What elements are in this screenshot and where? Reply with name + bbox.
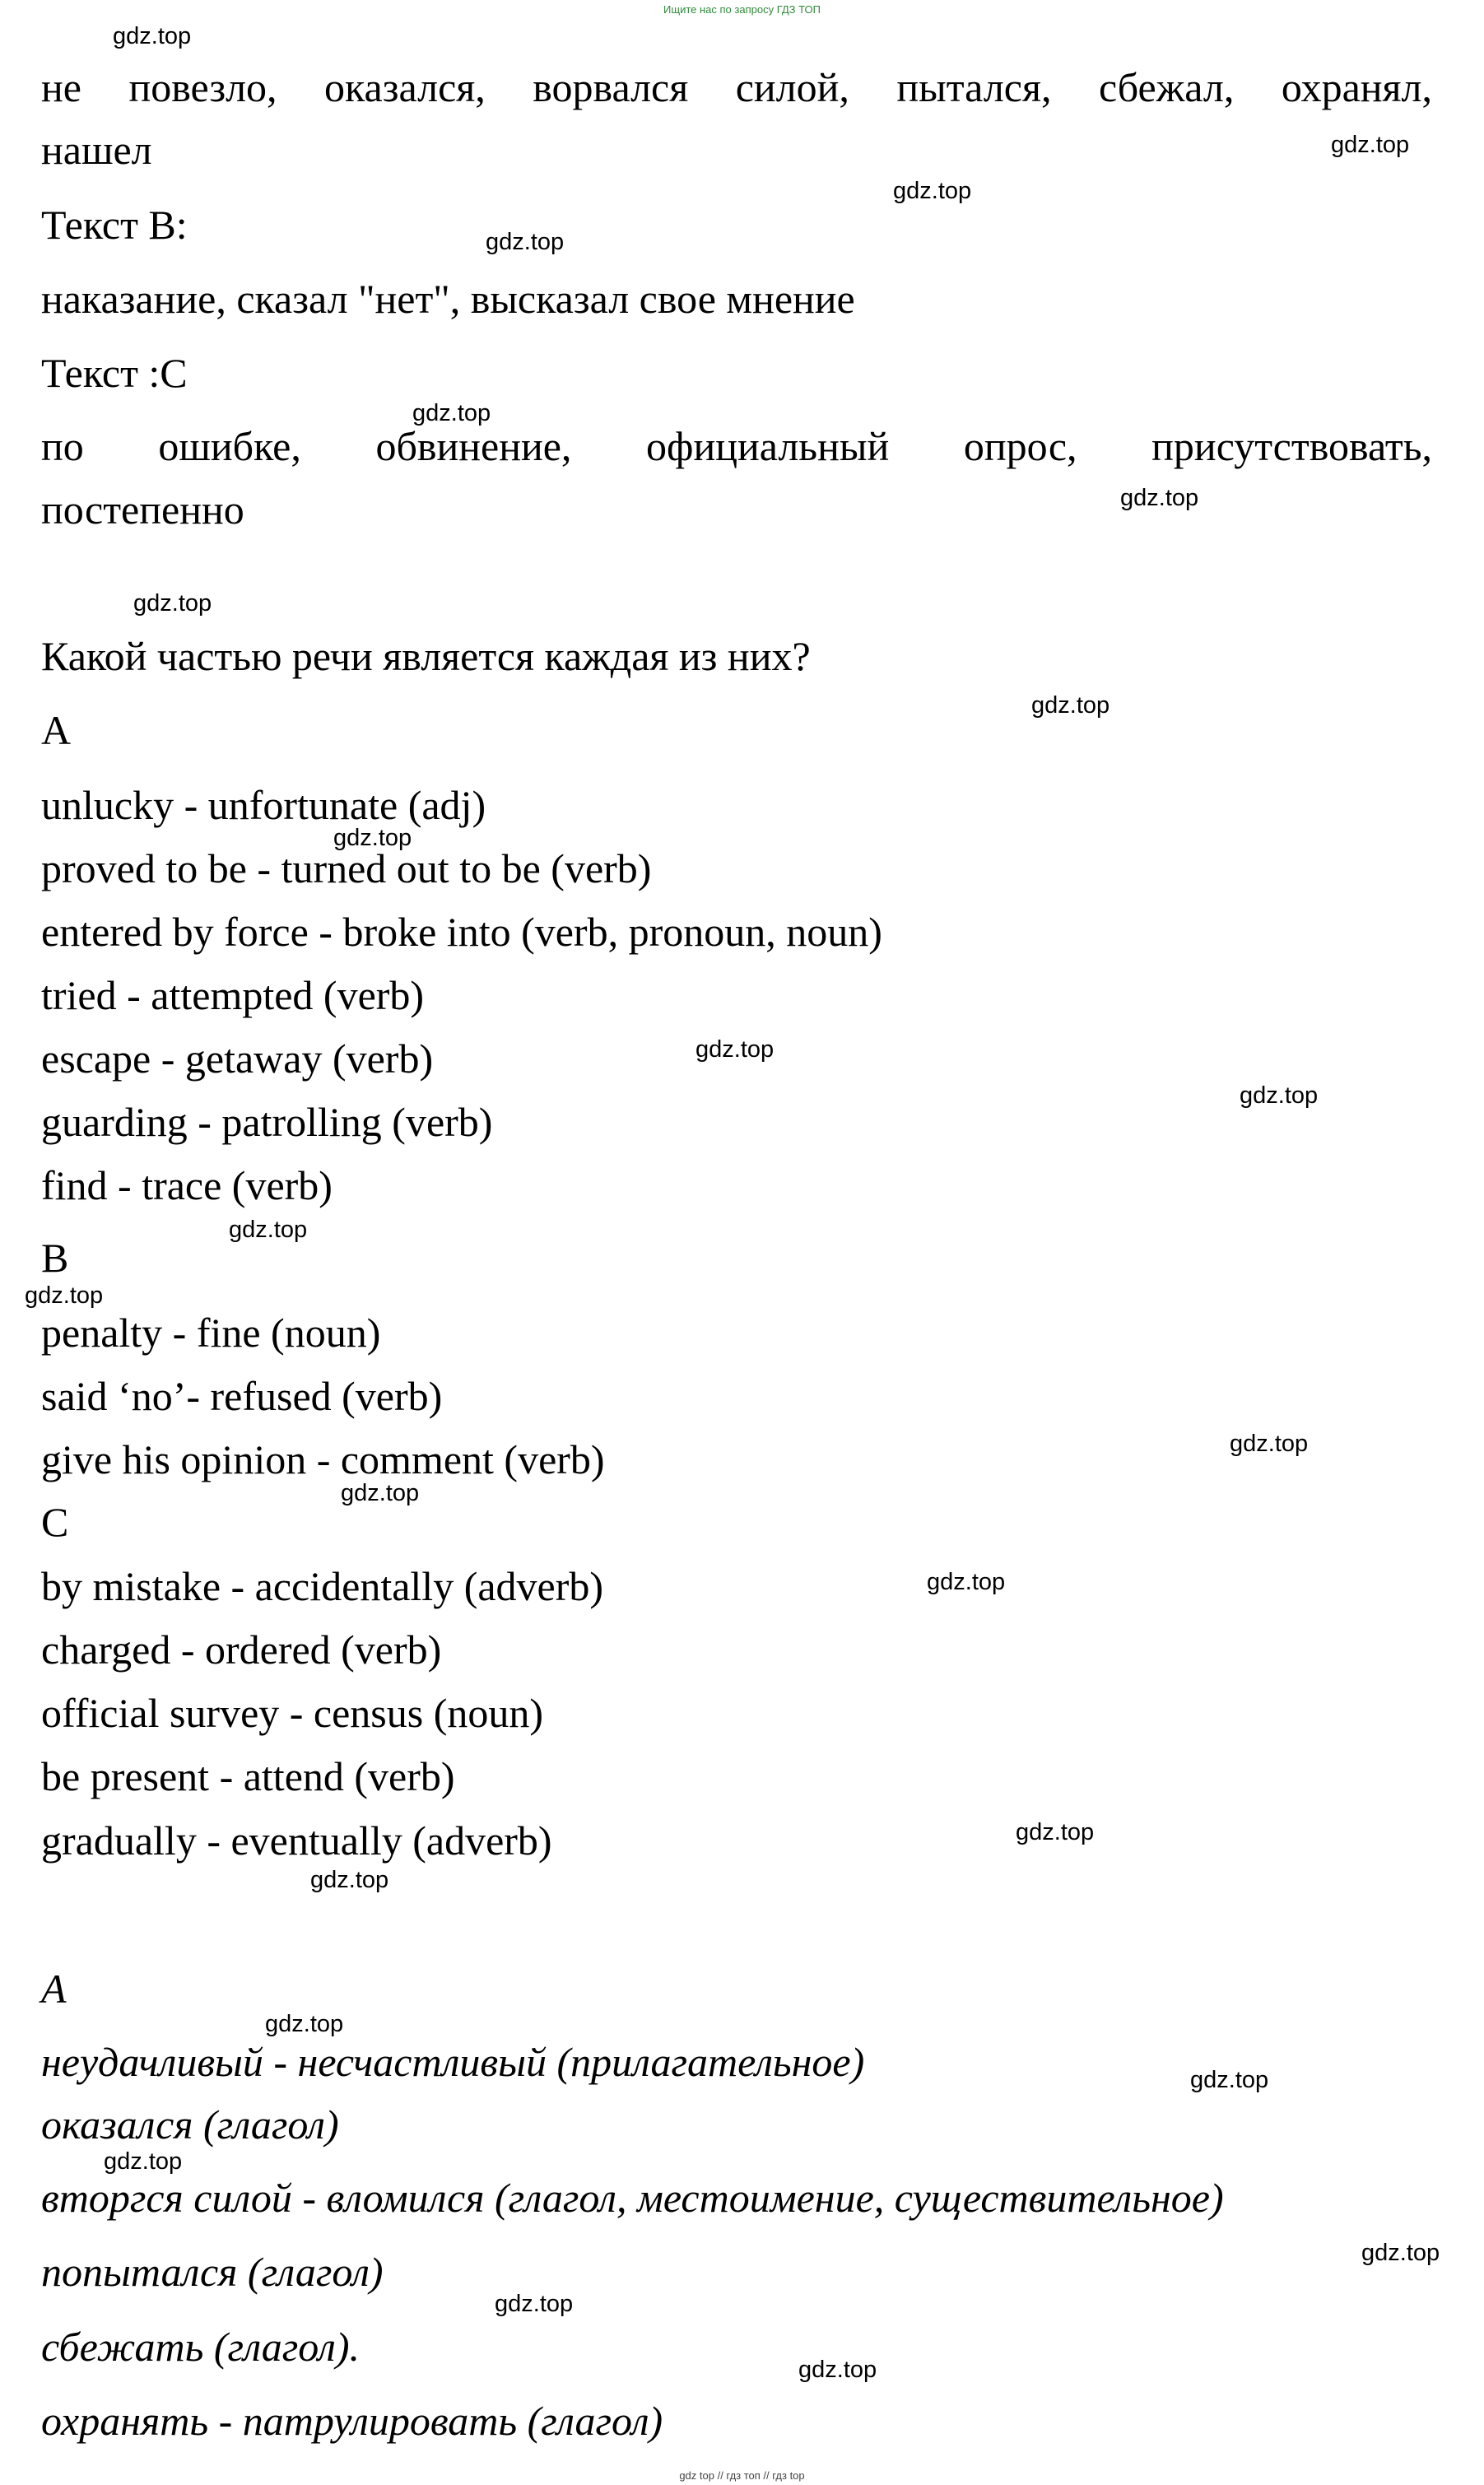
- section-question: Какой частью речи является каждая из них?: [41, 633, 811, 679]
- watermark: gdz.top: [695, 1036, 775, 1063]
- watermark: gdz.top: [412, 400, 491, 426]
- text-line: Текст В:: [41, 202, 188, 248]
- text-line: tried - attempted (verb): [41, 972, 425, 1018]
- text-line: find - trace (verb): [41, 1162, 333, 1208]
- watermark: gdz.top: [495, 2291, 574, 2317]
- watermark: gdz.top: [1230, 1431, 1309, 1457]
- watermark: gdz.top: [133, 590, 212, 617]
- watermark: gdz.top: [1240, 1082, 1319, 1109]
- text-line: penalty - fine (noun): [41, 1310, 381, 1356]
- watermark: gdz.top: [893, 178, 972, 204]
- text-line: guarding - patrolling (verb): [41, 1099, 493, 1145]
- text-line: нашел: [41, 127, 152, 173]
- text-line: вторгся силой - вломился (глагол, местоимение, существительное): [41, 2175, 1224, 2221]
- watermark: gdz.top: [798, 2357, 877, 2383]
- section-heading: B: [41, 1235, 69, 1281]
- footer-note: gdz top // гдз топ // гдз top: [679, 2469, 805, 2482]
- watermark: gdz.top: [1120, 485, 1199, 511]
- text-line: charged - ordered (verb): [41, 1626, 442, 1673]
- text-line: give his opinion - comment (verb): [41, 1436, 605, 1482]
- text-line: unlucky - unfortunate (adj): [41, 782, 486, 828]
- watermark: gdz.top: [229, 1217, 308, 1243]
- text-line: official survey - census (noun): [41, 1690, 544, 1736]
- text-line: охранять - патрулировать (глагол): [41, 2398, 663, 2444]
- text-line: entered by force - broke into (verb, pronoun, noun): [41, 909, 882, 955]
- watermark: gdz.top: [1361, 2240, 1440, 2266]
- section-heading: C: [41, 1499, 69, 1545]
- watermark: gdz.top: [265, 2011, 344, 2037]
- text-line: gradually - eventually (adverb): [41, 1817, 552, 1864]
- text-line: said ‘no’- refused (verb): [41, 1373, 443, 1419]
- text-line: сбежать (глагол).: [41, 2324, 360, 2370]
- section-heading: A: [41, 1966, 67, 2012]
- text-line: оказался (глагол): [41, 2101, 339, 2148]
- text-line: наказание, сказал "нет", высказал свое мнение: [41, 276, 855, 322]
- text-line: escape - getaway (verb): [41, 1035, 434, 1082]
- text-line: by mistake - accidentally (adverb): [41, 1563, 604, 1609]
- text-line: не повезло, оказался, ворвался силой, пытался, сбежал, охранял,: [41, 64, 1432, 110]
- watermark: gdz.top: [1016, 1819, 1095, 1845]
- watermark: gdz.top: [333, 825, 412, 851]
- watermark: gdz.top: [486, 229, 565, 255]
- text-line: по ошибке, обвинение, официальный опрос, присутствовать,: [41, 423, 1432, 469]
- watermark: gdz.top: [341, 1480, 420, 1506]
- watermark: gdz.top: [113, 23, 192, 49]
- watermark: gdz.top: [1331, 132, 1410, 158]
- text-line: proved to be - turned out to be (verb): [41, 845, 652, 891]
- text-line: постепенно: [41, 486, 244, 533]
- watermark: gdz.top: [25, 1282, 104, 1309]
- watermark: gdz.top: [927, 1569, 1006, 1595]
- text-line: be present - attend (verb): [41, 1753, 455, 1799]
- watermark: gdz.top: [104, 2148, 183, 2175]
- watermark: gdz.top: [1031, 692, 1110, 719]
- watermark: gdz.top: [310, 1867, 389, 1893]
- text-line: попытался (глагол): [41, 2249, 384, 2295]
- watermark: gdz.top: [1190, 2067, 1269, 2093]
- text-line: Текст :С: [41, 350, 188, 396]
- header-note: Ищите нас по запросу ГДЗ ТОП: [663, 3, 821, 16]
- text-line: неудачливый - несчастливый (прилагательное): [41, 2039, 865, 2085]
- section-heading: А: [41, 707, 72, 753]
